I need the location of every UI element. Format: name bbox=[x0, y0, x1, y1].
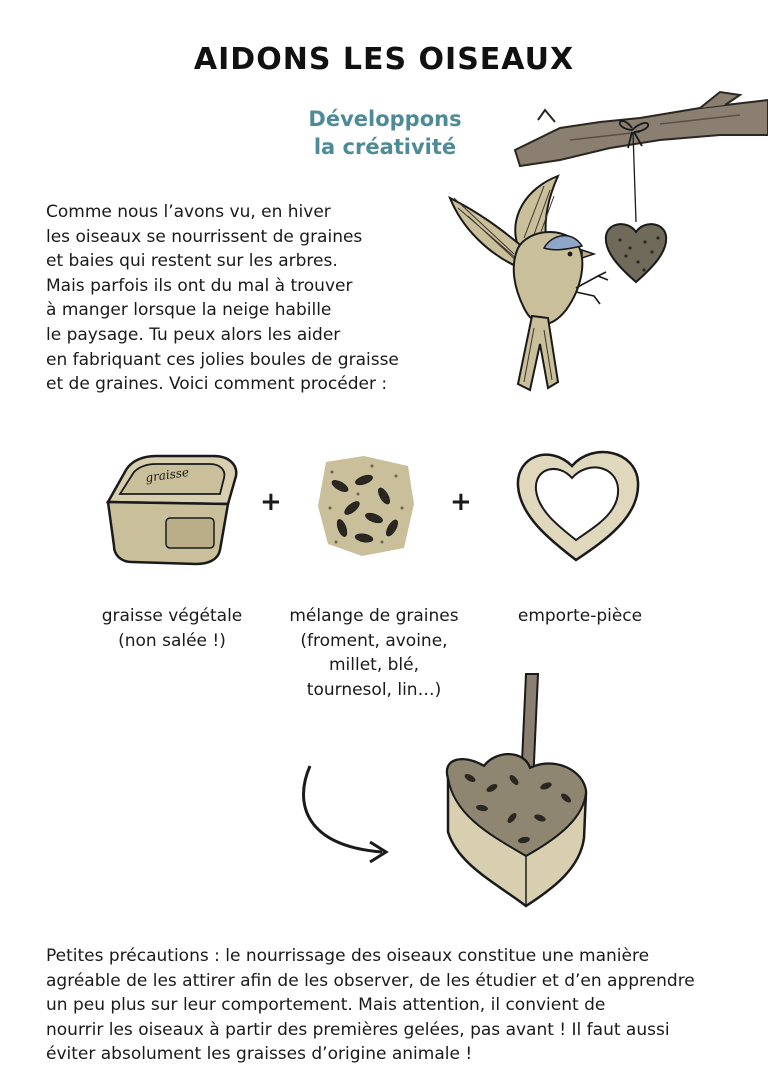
intro-paragraph bbox=[46, 200, 446, 397]
bird-icon bbox=[448, 168, 628, 398]
ingredient-caption-fat bbox=[72, 604, 272, 653]
tub-label: graisse bbox=[144, 465, 190, 485]
caption-line: tournesol, lin…) bbox=[306, 679, 442, 700]
subtitle-line-1: Développons bbox=[308, 107, 462, 131]
footer-paragraph bbox=[46, 944, 736, 1067]
footer-line: nourrir les oiseaux à partir des premières gelées, pas avant ! Il faut aussi bbox=[46, 1019, 670, 1040]
footer-line: un peu plus sur leur comportement. Mais attention, il convient de bbox=[46, 995, 606, 1016]
curved-arrow-icon bbox=[290, 762, 400, 872]
intro-line: à manger lorsque la neige habille bbox=[46, 300, 332, 321]
caption-line: emporte-pièce bbox=[517, 606, 643, 626]
footer-line: agréable de les attirer afin de les observer, de les étudier et d’en apprendre bbox=[46, 970, 695, 991]
page-title: AIDONS LES OISEAUX bbox=[193, 42, 575, 77]
footer-line: éviter absolument les graisses d’origine animale ! bbox=[46, 1044, 473, 1065]
intro-line: Mais parfois ils ont du mal à trouver bbox=[46, 275, 353, 296]
caption-line: (non salée !) bbox=[118, 630, 226, 651]
fat-tub-icon bbox=[96, 442, 256, 572]
intro-line: et baies qui restent sur les arbres. bbox=[46, 251, 338, 272]
footer-line: Petites précautions : le nourrissage des oiseaux constitue une manière bbox=[46, 946, 650, 966]
intro-line: les oiseaux se nourrissent de graines bbox=[46, 226, 363, 247]
caption-line: mélange de graines bbox=[289, 606, 459, 626]
caption-line: graisse végétale bbox=[101, 606, 243, 626]
subtitle-line-2: la créativité bbox=[313, 135, 457, 159]
ingredient-caption-cutter bbox=[480, 604, 680, 629]
caption-line: (froment, avoine, bbox=[300, 630, 448, 651]
plus-sign-2: + bbox=[450, 487, 472, 517]
seed-mix-icon bbox=[312, 452, 422, 562]
intro-line: en fabriquant ces jolies boules de graisse bbox=[46, 349, 399, 370]
intro-line: et de graines. Voici comment procéder : bbox=[46, 374, 388, 395]
caption-line: millet, blé, bbox=[328, 655, 420, 675]
intro-line: le paysage. Tu peux alors les aider bbox=[46, 324, 341, 345]
plus-sign-1: + bbox=[260, 487, 282, 517]
heart-cookie-cutter-icon bbox=[510, 432, 650, 572]
intro-line: Comme nous l’avons vu, en hiver bbox=[46, 202, 331, 222]
heart-feeder-icon bbox=[434, 668, 604, 918]
